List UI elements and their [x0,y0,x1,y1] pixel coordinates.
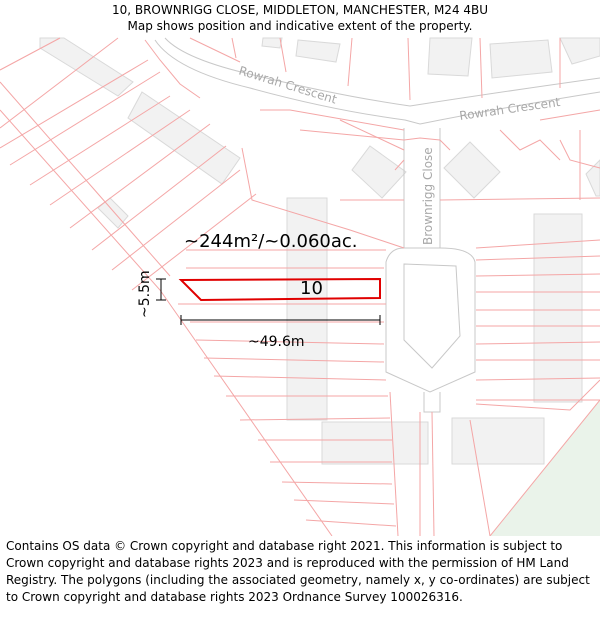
width-dimension-label: ~49.6m [248,334,305,350]
property-map [0,36,600,536]
plot-number: 10 [300,278,323,299]
attribution-footer: Contains OS data © Crown copyright and database right 2021. This information is subject to Crown copyright and database rights 2023 and is reproduced with the permission of HM Land Registry. The polygons (including the associated geometry, namely x, y co-ordinates) are subject to Crown copyright and database rights 2023 Ordnance Survey 100026316. [6,539,590,604]
map-canvas [0,36,600,536]
street-label-rowrah-crescent-west: Rowrah Crescent [237,63,339,107]
width-dimension-marker [181,315,380,325]
area-label: ~244m²/~0.060ac. [184,231,358,252]
height-dimension-label: ~5.5m [137,270,153,318]
street-label-brownrigg-close: Brownrigg Close [421,147,435,245]
property-address: 10, BROWNRIGG CLOSE, MIDDLETON, MANCHESTER, M24 4BU [111,3,489,17]
map-subtitle: Map shows position and indicative extent of the property. [127,19,473,33]
roads [155,38,600,412]
map-header [0,0,600,38]
property-outline[interactable] [181,279,380,300]
street-label-rowrah-crescent-east: Rowrah Crescent [458,94,562,123]
